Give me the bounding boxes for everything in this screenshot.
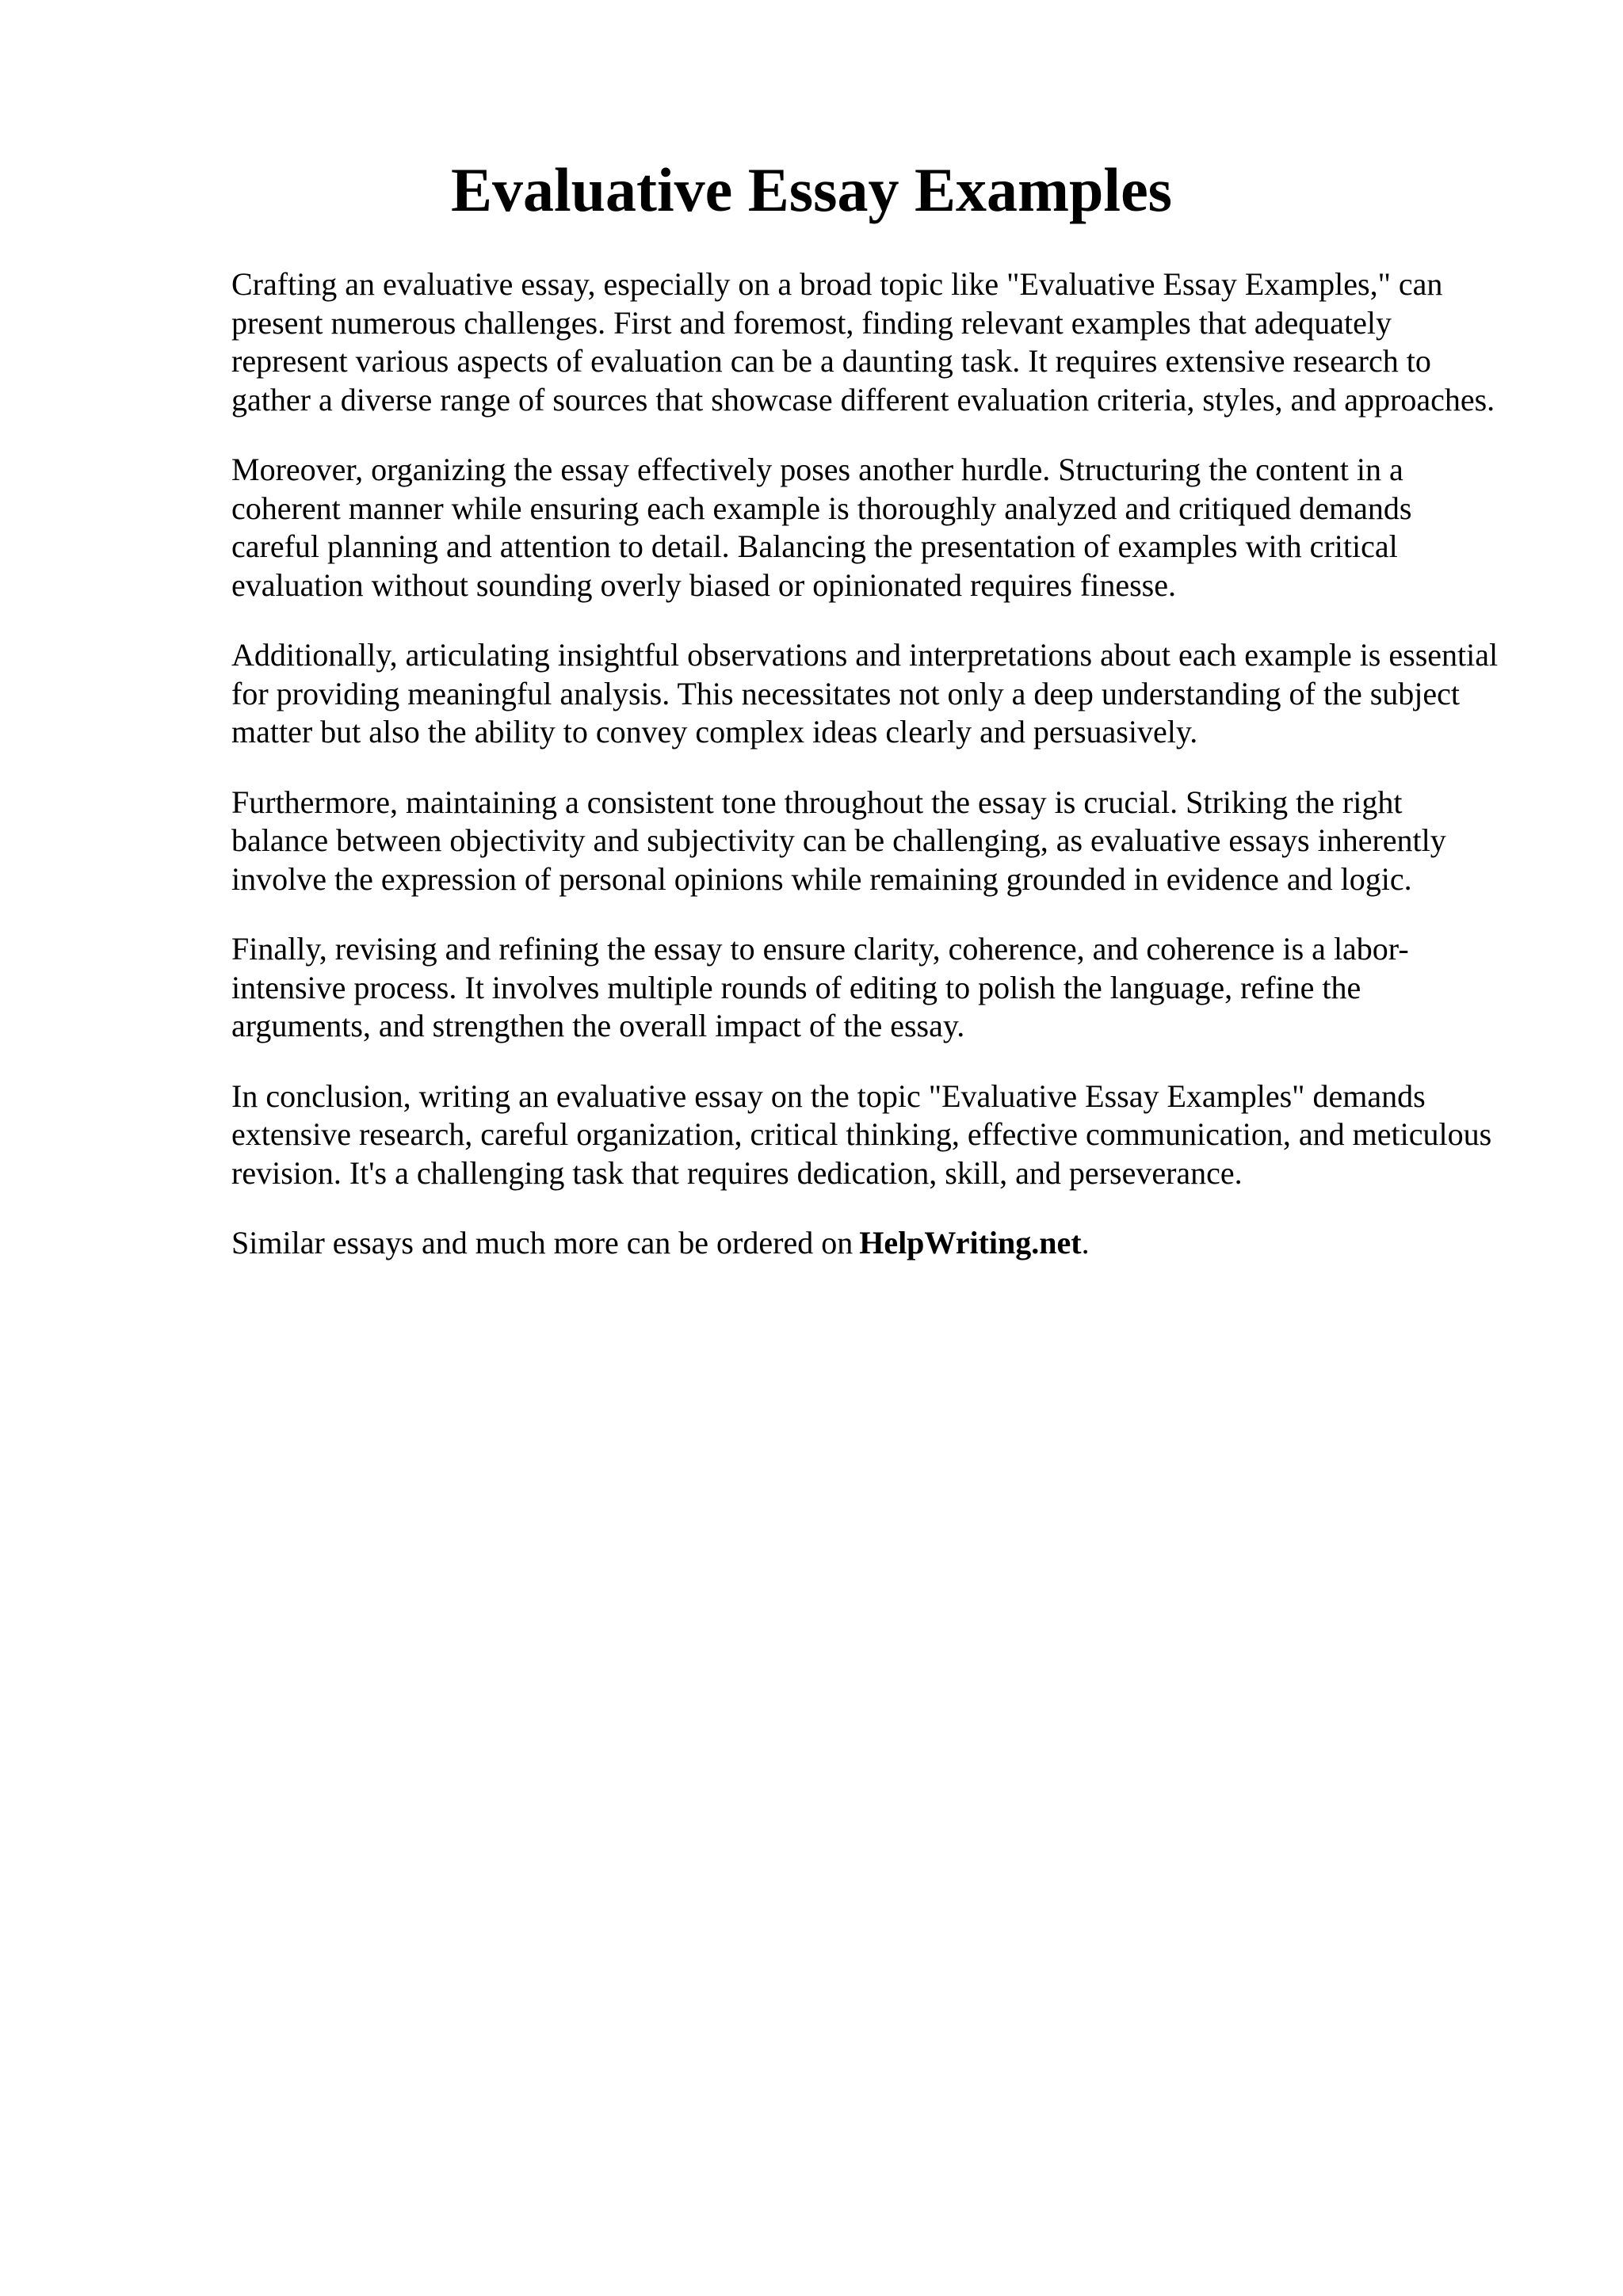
paragraph-5: Finally, revising and refining the essay to ensure clarity, coherence, and coherence is a labor-intensive process. It involves multiple rounds of editing to polish the language, refine the arguments, and strengthen the overall impact of the essay. (231, 931, 1409, 1043)
closing-suffix: . (1081, 1225, 1090, 1261)
closing-line (231, 1224, 1499, 1263)
brand-link[interactable]: HelpWriting.net (859, 1225, 1082, 1261)
essay-body (231, 265, 1499, 1295)
paragraph-1: Crafting an evaluative essay, especially on a broad topic like "Evaluative Essay Examples," can present numerous challenges. First and foremost, finding relevant examples that adequately represent various aspects of evaluation can be a daunting task. It requires extensive research to gather a diverse range of sources that showcase different evaluation criteria, styles, and approaches. (231, 266, 1495, 418)
paragraph-2: Moreover, organizing the essay effectively poses another hurdle. Structuring the content in a coherent manner while ensuring each example is thoroughly analyzed and critiqued demands careful planning and attention to detail. Balancing the presentation of examples with critical evaluation without sounding overly biased or opinionated requires finesse. (231, 452, 1412, 603)
page-title: Evaluative Essay Examples (450, 155, 1173, 224)
closing-prefix: Similar essays and much more can be ordered on (231, 1225, 854, 1261)
paragraph-6: In conclusion, writing an evaluative essay on the topic "Evaluative Essay Examples" demands extensive research, careful organization, critical thinking, effective communication, and meticulous revision. It's a challenging task that requires dedication, skill, and perseverance. (231, 1077, 1492, 1191)
paragraph-3: Additionally, articulating insightful observations and interpretations about each example is essential for providing meaningful analysis. This necessitates not only a deep understanding of the subject matter but also the ability to convey complex ideas clearly and persuasively. (231, 637, 1499, 749)
paragraph-4: Furthermore, maintaining a consistent tone throughout the essay is crucial. Striking the right balance between objectivity and subjectivity can be challenging, as evaluative essays inherently involve the expression of personal opinions while remaining grounded in evidence and logic. (231, 784, 1446, 897)
